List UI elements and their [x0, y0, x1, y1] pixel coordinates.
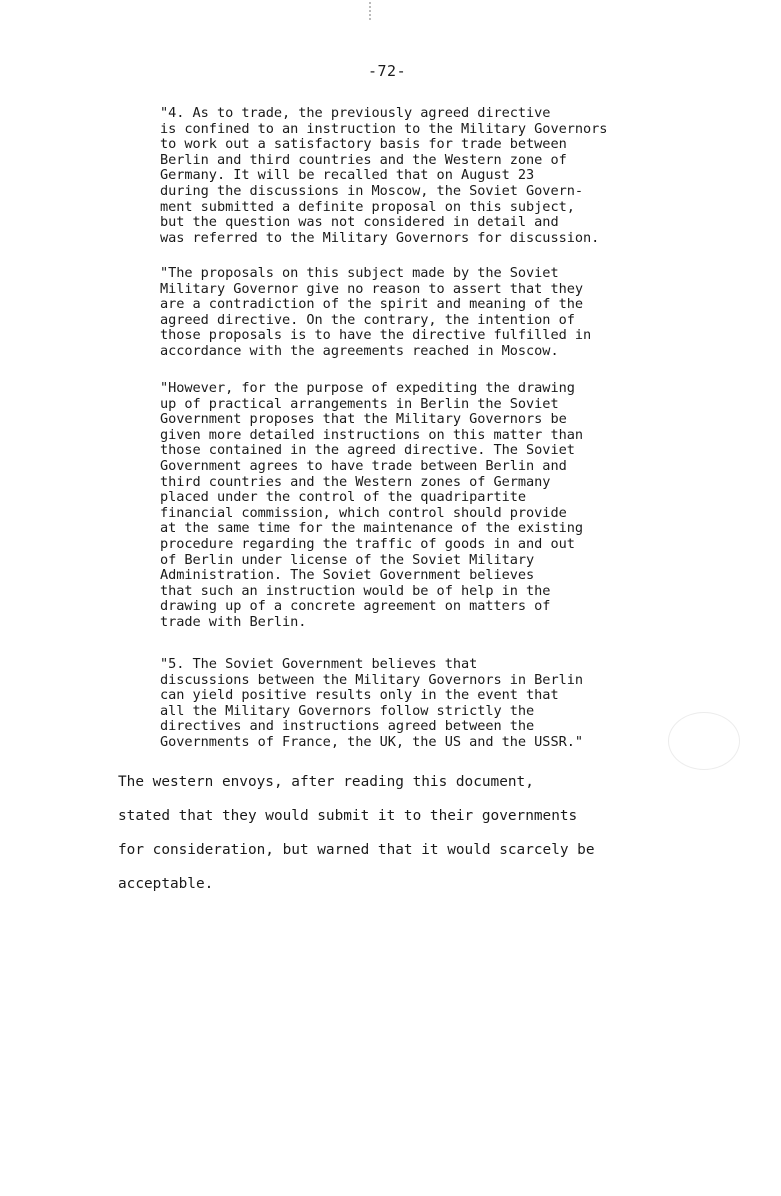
staple-mark [369, 2, 371, 22]
page-number: -72- [368, 62, 407, 80]
closing-paragraph: The western envoys, after reading this document, stated that they would submit it to their governments for consideration, but warned that it would scarcely be acceptable. [118, 774, 595, 892]
faded-stamp [668, 712, 740, 770]
paragraph-however-expediting: "However, for the purpose of expediting the drawing up of practical arrangements in Berlin the Soviet Government proposes that the Military Governors be given more detailed instructions on this matter than those contained in the agreed directive. The Soviet Government agrees to have trade between Berlin and third countries and the Western zones of Germany placed under the control of the quadripartite financial commission, which control should provide at the same time for the maintenance of the existing procedure regarding the traffic of goods in and out of Berlin under license of the Soviet Military Administration. The Soviet Government believes that such an instruction would be of help in the drawing up of a concrete agreement on matters of trade with Berlin. [160, 380, 583, 630]
paragraph-item-5-discussions: "5. The Soviet Government believes that discussions between the Military Governors in Berlin can yield positive results only in the event that all the Military Governors follow strictly the directives and instructions agreed between the Governments of France, the UK, the US and the USSR." [160, 656, 583, 750]
paragraph-soviet-proposals: "The proposals on this subject made by the Soviet Military Governor give no reason to assert that they are a contradiction of the spirit and meaning of the agreed directive. On the contrary, the intention of those proposals is to have the directive fulfilled in accordance with the agreements reached in Moscow. [160, 265, 592, 359]
paragraph-item-4-trade: "4. As to trade, the previously agreed directive is confined to an instruction to the Military Governors to work out a satisfactory basis for trade between Berlin and third countries and the Western zone of Germany. It will be recalled that on August 23 during the discussions in Moscow, the Soviet Govern- ment submitted a definite proposal on this subject, but the question was not considered in detail and was referred to the Military Governors for discussion. [160, 105, 608, 246]
